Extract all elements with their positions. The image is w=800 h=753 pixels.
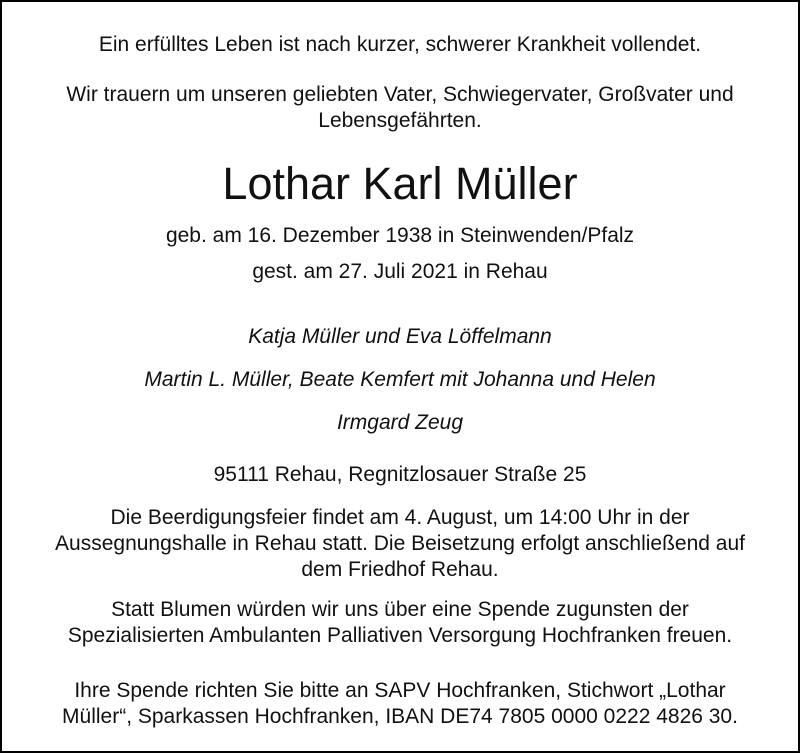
bank-details-line-2: Müller“, Sparkassen Hochfranken, IBAN DE74 7805 0000 0222 4826 30. [62, 705, 738, 728]
funeral-info-line-1: Die Beerdigungsfeier findet am 4. August, um 14:00 Uhr in der [110, 506, 690, 529]
bank-details-line-1: Ihre Spende richten Sie bitte an SAPV Hochfranken, Stichwort „Lothar [74, 679, 726, 702]
mourner-line: Katja Müller und Eva Löffelmann [248, 325, 552, 348]
birth-info: geb. am 16. Dezember 1938 in Steinwenden/Pfalz [165, 224, 635, 247]
mourning-text-line-1: Wir trauern um unseren geliebten Vater, Schwiegervater, Großvater und [66, 83, 734, 106]
funeral-info-line-3: dem Friedhof Rehau. [301, 558, 499, 581]
family-address: 95111 Rehau, Regnitzlosauer Straße 25 [213, 463, 587, 486]
donation-request-line-2: Spezialisierten Ambulanten Palliativen Versorgung Hochfranken freuen. [67, 624, 733, 647]
intro-text: Ein erfülltes Leben ist nach kurzer, schwerer Krankheit vollendet. [98, 33, 702, 56]
mourning-text-line-2: Lebensgefährten. [318, 109, 482, 132]
funeral-info-line-2: Aussegnungshalle in Rehau statt. Die Beisetzung erfolgt anschließend auf [55, 532, 745, 555]
death-info: gest. am 27. Juli 2021 in Rehau [252, 260, 548, 283]
donation-request-line-1: Statt Blumen würden wir uns über eine Spende zugunsten der [111, 598, 689, 621]
mourner-line: Irmgard Zeug [336, 411, 464, 434]
mourner-line: Martin L. Müller, Beate Kemfert mit Johanna und Helen [144, 368, 656, 391]
deceased-name: Lothar Karl Müller [222, 158, 578, 209]
